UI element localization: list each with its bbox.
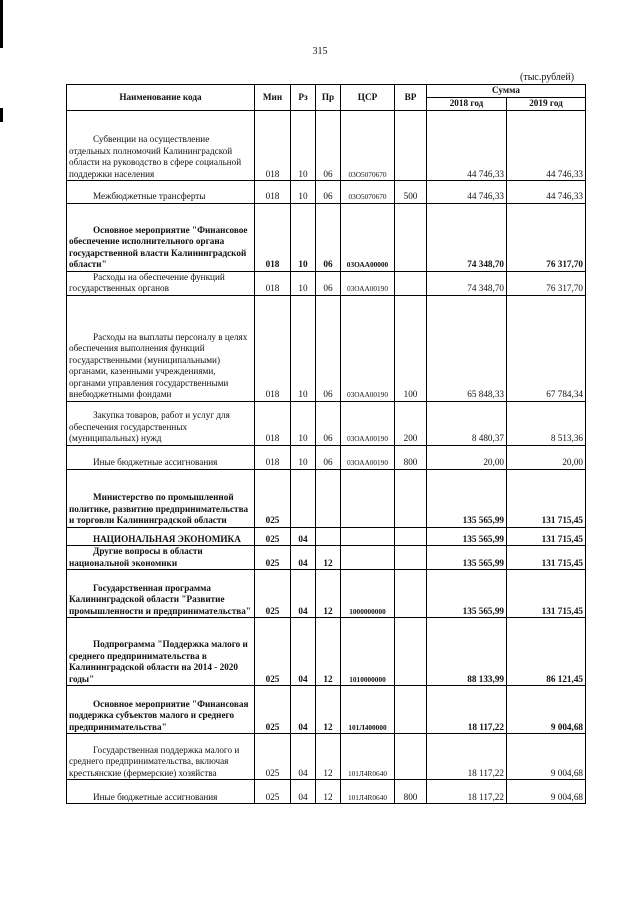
row-pr: 06 — [316, 203, 341, 271]
row-sum-2019: 131 715,45 — [507, 570, 586, 618]
row-pr: 12 — [316, 780, 341, 804]
header-year-2018: 2018 год — [427, 98, 507, 111]
row-rz: 04 — [291, 546, 316, 570]
row-rz: 04 — [291, 686, 316, 734]
row-rz: 10 — [291, 181, 316, 204]
row-vr: 100 — [395, 295, 427, 401]
row-rz: 04 — [291, 570, 316, 618]
row-pr — [316, 527, 341, 546]
table-row — [67, 686, 586, 734]
row-name: Подпрограмма "Поддержка малого и среднего предпринимательства в Калининградской области на 2014 - 2020 годы" — [67, 618, 255, 686]
table-row — [67, 401, 586, 445]
header-min: Мин — [255, 85, 291, 111]
row-min: 025 — [255, 469, 291, 527]
row-pr: 12 — [316, 546, 341, 570]
row-csr: 03ОАА00190 — [341, 401, 395, 445]
table-row — [67, 734, 586, 780]
row-rz: 10 — [291, 401, 316, 445]
row-vr — [395, 686, 427, 734]
row-sum-2019: 9 004,68 — [507, 780, 586, 804]
row-name: Расходы на выплаты персоналу в целях обеспечения выполнения функций государственными (муниципальными) органами, казенными учреждениями, органами управления государственными внебюджетными фондами — [67, 295, 255, 401]
row-vr: 200 — [395, 401, 427, 445]
table-row — [67, 181, 586, 204]
row-pr: 12 — [316, 618, 341, 686]
row-sum-2018: 18 117,22 — [427, 780, 507, 804]
row-sum-2018: 44 746,33 — [427, 111, 507, 181]
row-csr: 03О5070670 — [341, 181, 395, 204]
row-sum-2019: 76 317,70 — [507, 203, 586, 271]
table-row — [67, 618, 586, 686]
scan-edge-mark — [0, 108, 3, 122]
row-sum-2019: 131 715,45 — [507, 469, 586, 527]
row-csr: 101Л4R0640 — [341, 780, 395, 804]
row-rz: 04 — [291, 780, 316, 804]
row-csr: 03О5070670 — [341, 111, 395, 181]
row-min: 018 — [255, 295, 291, 401]
header-vr: ВР — [395, 85, 427, 111]
row-vr — [395, 203, 427, 271]
row-pr: 06 — [316, 445, 341, 469]
row-pr — [316, 469, 341, 527]
row-sum-2018: 18 117,22 — [427, 734, 507, 780]
row-sum-2018: 44 746,33 — [427, 181, 507, 204]
row-sum-2019: 44 746,33 — [507, 111, 586, 181]
row-csr: 03ОАА00000 — [341, 203, 395, 271]
row-sum-2019: 67 784,34 — [507, 295, 586, 401]
row-vr: 500 — [395, 181, 427, 204]
row-pr: 06 — [316, 401, 341, 445]
row-name: Закупка товаров, работ и услуг для обеспечения государственных (муниципальных) нужд — [67, 401, 255, 445]
row-sum-2019: 131 715,45 — [507, 546, 586, 570]
row-min: 025 — [255, 686, 291, 734]
row-sum-2018: 65 848,33 — [427, 295, 507, 401]
header-pr: Пр — [316, 85, 341, 111]
row-min: 018 — [255, 271, 291, 295]
row-min: 025 — [255, 546, 291, 570]
row-min: 025 — [255, 618, 291, 686]
row-sum-2019: 86 121,45 — [507, 618, 586, 686]
row-sum-2019: 8 513,36 — [507, 401, 586, 445]
row-vr: 800 — [395, 445, 427, 469]
table-row — [67, 111, 586, 181]
row-min: 018 — [255, 203, 291, 271]
row-vr — [395, 618, 427, 686]
row-sum-2019: 9 004,68 — [507, 734, 586, 780]
units-label: (тыс.рублей) — [520, 72, 575, 83]
table-row — [67, 527, 586, 546]
row-vr — [395, 469, 427, 527]
row-csr: 1010000000 — [341, 618, 395, 686]
header-name: Наименование кода — [67, 85, 255, 111]
row-name: Другие вопросы в области национальной экономики — [67, 546, 255, 570]
row-rz: 04 — [291, 527, 316, 546]
row-sum-2019: 44 746,33 — [507, 181, 586, 204]
row-name: Иные бюджетные ассигнования — [67, 445, 255, 469]
row-min: 018 — [255, 181, 291, 204]
row-min: 018 — [255, 401, 291, 445]
row-sum-2018: 135 565,99 — [427, 546, 507, 570]
row-min: 025 — [255, 780, 291, 804]
budget-table — [66, 84, 586, 804]
row-csr: 101Л4R0640 — [341, 734, 395, 780]
row-sum-2019: 20,00 — [507, 445, 586, 469]
row-csr — [341, 527, 395, 546]
row-min: 018 — [255, 445, 291, 469]
header-rz: Рз — [291, 85, 316, 111]
page-number: 315 — [312, 46, 328, 57]
row-min: 018 — [255, 111, 291, 181]
row-name: Государственная поддержка малого и среднего предпринимательства, включая крестьянские (фермерские) хозяйства — [67, 734, 255, 780]
row-name: Иные бюджетные ассигнования — [67, 780, 255, 804]
row-rz: 04 — [291, 618, 316, 686]
row-name: Основное мероприятие "Финансовое обеспечение исполнительного органа государственной власти Калининградской области" — [67, 203, 255, 271]
row-min: 025 — [255, 734, 291, 780]
table-row — [67, 295, 586, 401]
table-row — [67, 780, 586, 804]
row-min: 025 — [255, 527, 291, 546]
table-row — [67, 570, 586, 618]
row-vr — [395, 111, 427, 181]
row-name: Межбюджетные трансферты — [67, 181, 255, 204]
row-csr: 03ОАА00190 — [341, 271, 395, 295]
row-vr: 800 — [395, 780, 427, 804]
table-row — [67, 469, 586, 527]
row-pr: 06 — [316, 181, 341, 204]
row-sum-2019: 9 004,68 — [507, 686, 586, 734]
row-name: Министерство по промышленной политике, развитию предпринимательства и торговли Калининградской области — [67, 469, 255, 527]
row-pr: 12 — [316, 570, 341, 618]
table-row — [67, 203, 586, 271]
header-year-2019: 2019 год — [507, 98, 586, 111]
row-vr — [395, 546, 427, 570]
row-name: Основное мероприятие "Финансовая поддержка субъектов малого и среднего предпринимательства" — [67, 686, 255, 734]
row-rz: 10 — [291, 271, 316, 295]
row-sum-2018: 135 565,99 — [427, 570, 507, 618]
scan-edge-mark — [0, 0, 3, 48]
row-sum-2018: 88 133,99 — [427, 618, 507, 686]
row-sum-2018: 74 348,70 — [427, 271, 507, 295]
row-name: Расходы на обеспечение функций государственных органов — [67, 271, 255, 295]
row-pr: 06 — [316, 271, 341, 295]
row-rz — [291, 469, 316, 527]
row-pr: 12 — [316, 734, 341, 780]
row-csr: 03ОАА00190 — [341, 445, 395, 469]
row-vr — [395, 570, 427, 618]
row-rz: 10 — [291, 203, 316, 271]
row-csr — [341, 469, 395, 527]
row-csr: 101Л400000 — [341, 686, 395, 734]
row-sum-2019: 131 715,45 — [507, 527, 586, 546]
row-name: Государственная программа Калининградской области "Развитие промышленности и предпринимательства" — [67, 570, 255, 618]
row-csr — [341, 546, 395, 570]
row-pr: 12 — [316, 686, 341, 734]
row-rz: 10 — [291, 295, 316, 401]
row-csr: 1000000000 — [341, 570, 395, 618]
table-row — [67, 445, 586, 469]
row-rz: 10 — [291, 445, 316, 469]
row-sum-2018: 135 565,99 — [427, 527, 507, 546]
row-csr: 03ОАА00190 — [341, 295, 395, 401]
row-rz: 04 — [291, 734, 316, 780]
header-sum: Сумма — [427, 85, 586, 98]
row-name: НАЦИОНАЛЬНАЯ ЭКОНОМИКА — [67, 527, 255, 546]
row-sum-2018: 18 117,22 — [427, 686, 507, 734]
row-pr: 06 — [316, 295, 341, 401]
table-row — [67, 546, 586, 570]
row-sum-2018: 8 480,37 — [427, 401, 507, 445]
row-vr — [395, 734, 427, 780]
row-sum-2018: 74 348,70 — [427, 203, 507, 271]
row-name: Субвенции на осуществление отдельных полномочий Калининградской области на руководство в сфере социальной поддержки населения — [67, 111, 255, 181]
row-sum-2018: 20,00 — [427, 445, 507, 469]
table-body — [67, 111, 586, 804]
header-csr: ЦСР — [341, 85, 395, 111]
row-pr: 06 — [316, 111, 341, 181]
row-min: 025 — [255, 570, 291, 618]
row-vr — [395, 527, 427, 546]
row-sum-2018: 135 565,99 — [427, 469, 507, 527]
row-vr — [395, 271, 427, 295]
table-row — [67, 271, 586, 295]
row-sum-2019: 76 317,70 — [507, 271, 586, 295]
row-rz: 10 — [291, 111, 316, 181]
